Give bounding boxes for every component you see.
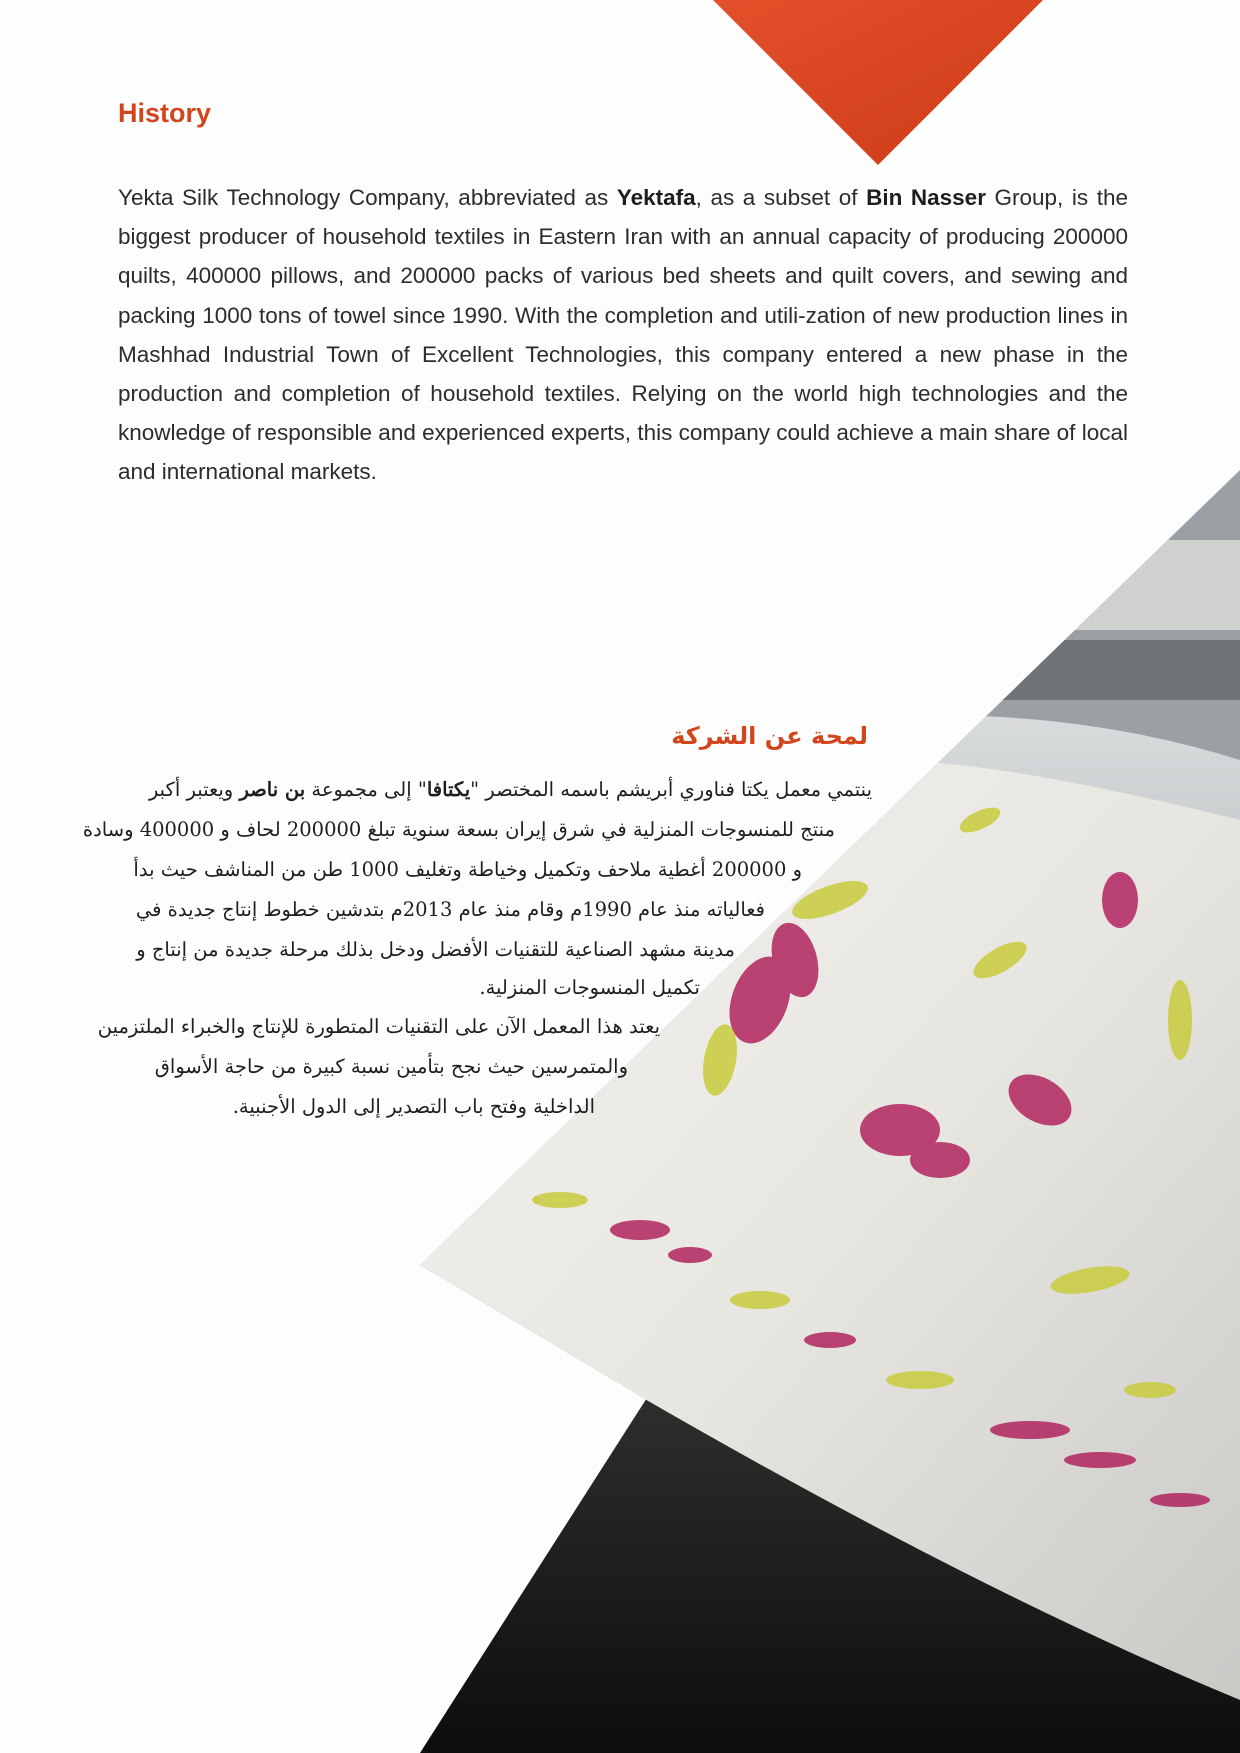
history-paragraph: Yekta Silk Technology Company, abbreviated as Yektafa, as a subset of Bin Nasser Group, is the biggest producer of household textiles in Eastern Iran with an annual capacity of producing 200000 quilts, 400000 pillows, and 200000 packs of various bed sheets and quilt covers, and sewing and packing 1000 tons of towel since 1990. With the completion and utili-zation of new production lines in Mashhad Industrial Town of Excellent Technologies, this company entered a new phase in the production and completion of household textiles. Relying on the world high technologies and the knowledge of responsible and experienced experts, this company could achieve a main share of local and international markets. (118, 185, 1128, 485)
group-name: Bin Nasser (866, 185, 986, 210)
arabic-line-8: والمتمرسين حيث نجح بتأمين نسبة كبيرة من حاجة الأسواق (154, 1055, 628, 1078)
arabic-line-7: يعتد هذا المعمل الآن على التقنيات المتطورة للإنتاج والخبراء الملتزمين (97, 1015, 660, 1038)
arabic-line-1: ينتمي معمل يكتا فناوري أبريشم باسمه المختصر "يكتافا" إلى مجموعة بن ناصر ويعتبر أكبر (148, 778, 872, 801)
company-short-name: Yektafa (616, 185, 696, 210)
arabic-line-2: منتج للمنسوجات المنزلية في شرق إيران بسعة سنوية تبلغ 200000 لحاف و 400000 وسادة (82, 818, 835, 841)
history-heading: History (118, 98, 212, 128)
arabic-line-9: الداخلية وفتح باب التصدير إلى الدول الأجنبية. (232, 1095, 595, 1118)
arabic-line-4: فعالياته منذ عام 1990م وقام منذ عام 2013م بتدشين خطوط إنتاج جديدة في (135, 898, 765, 921)
arabic-line-3: و 200000 أغطية ملاحف وتكميل وخياطة وتغليف 1000 طن من المناشف حيث بدأ (133, 858, 802, 881)
arabic-line-6: تكميل المنسوجات المنزلية. (479, 976, 700, 999)
arabic-heading: لمحة عن الشركة (671, 722, 868, 750)
arabic-line-5: مدينة مشهد الصناعية للتقنيات الأفضل ودخل بذلك مرحلة جديدة من إنتاج و (136, 938, 735, 961)
